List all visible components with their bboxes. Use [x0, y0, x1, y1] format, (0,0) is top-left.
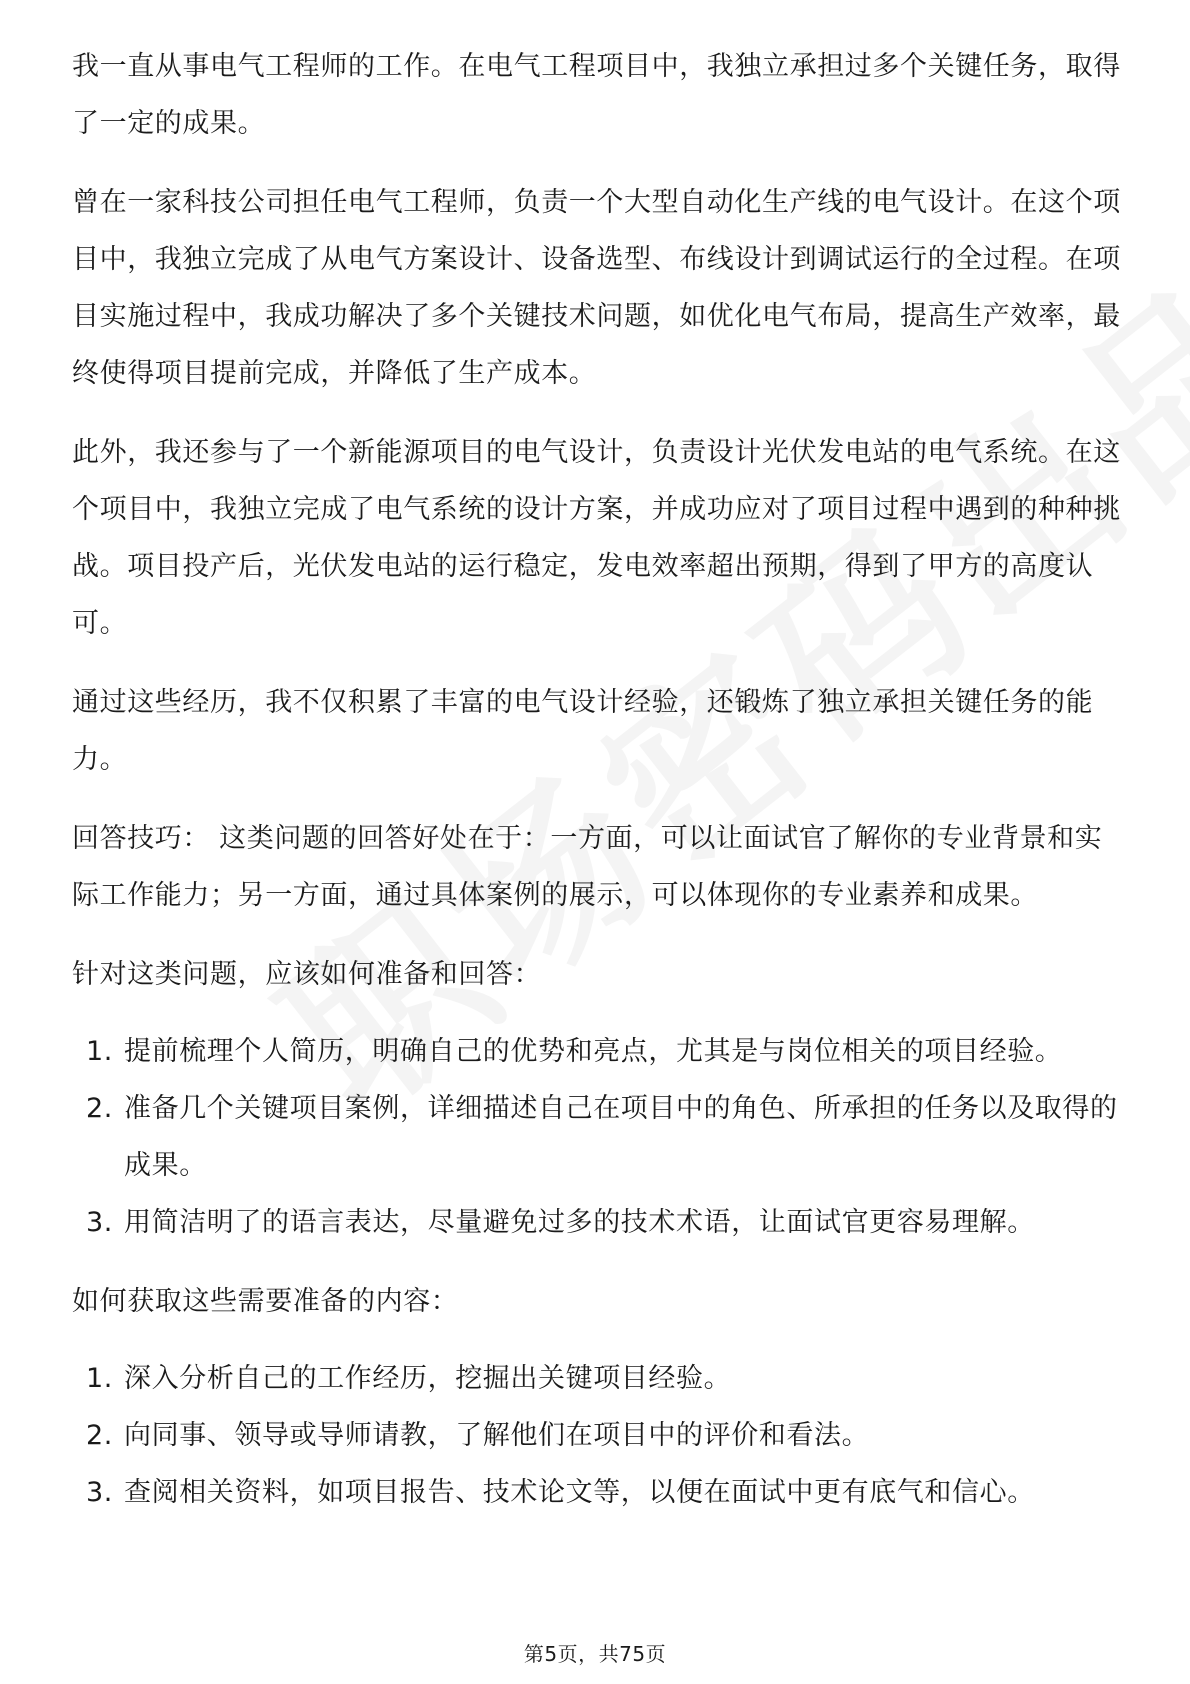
list-number: 2.: [86, 1420, 113, 1451]
list-item: [72, 1464, 1122, 1521]
list-number: 3.: [86, 1477, 113, 1508]
list-item: [72, 1080, 1122, 1194]
obtain-list: [72, 1350, 1122, 1521]
list-item-text: 提前梳理个人简历，明确自己的优势和亮点，尤其是与岗位相关的项目经验。: [124, 1036, 1063, 1067]
list-item-text: 深入分析自己的工作经历，挖掘出关键项目经验。: [124, 1363, 732, 1394]
list-item: [72, 1023, 1122, 1080]
list-item-text: 用简洁明了的语言表达，尽量避免过多的技术术语，让面试官更容易理解。: [124, 1207, 1035, 1238]
prepare-list: [72, 1023, 1122, 1251]
list-item: [72, 1194, 1122, 1251]
list-item-text: 查阅相关资料，如项目报告、技术论文等，以便在面试中更有底气和信心。: [124, 1477, 1035, 1508]
paragraph-intro: 我一直从事电气工程师的工作。在电气工程项目中，我独立承担过多个关键任务，取得了一定的成果。: [72, 51, 1121, 139]
paragraph-solar-project: 此外，我还参与了一个新能源项目的电气设计，负责设计光伏发电站的电气系统。在这个项目中，我独立完成了电气系统的设计方案，并成功应对了项目过程中遇到的种种挑战。项目投产后，光伏发电站的运行稳定，发电效率超出预期，得到了甲方的高度认可。: [72, 437, 1121, 639]
paragraph-automation-project: 曾在一家科技公司担任电气工程师，负责一个大型自动化生产线的电气设计。在这个项目中，我独立完成了从电气方案设计、设备选型、布线设计到调试运行的全过程。在项目实施过程中，我成功解决了多个关键技术问题，如优化电气布局，提高生产效率，最终使得项目提前完成，并降低了生产成本。: [72, 187, 1121, 389]
list-item-text: 向同事、领导或导师请教，了解他们在项目中的评价和看法。: [124, 1420, 870, 1451]
list-number: 3.: [86, 1207, 113, 1238]
list-number: 1.: [86, 1363, 113, 1394]
document-body: [72, 38, 1122, 1543]
list-number: 1.: [86, 1036, 113, 1067]
list-item: [72, 1350, 1122, 1407]
paragraph-answer-tips: 回答技巧： 这类问题的回答好处在于：一方面，可以让面试官了解你的专业背景和实际工作能力；另一方面，通过具体案例的展示，可以体现你的专业素养和成果。: [72, 823, 1103, 911]
page-number: 第5页，共75页: [523, 1642, 667, 1666]
list-item-text: 准备几个关键项目案例，详细描述自己在项目中的角色、所承担的任务以及取得的成果。: [124, 1093, 1118, 1181]
list-item: [72, 1407, 1122, 1464]
paragraph-how-to-obtain: 如何获取这些需要准备的内容：: [72, 1286, 459, 1317]
paragraph-summary: 通过这些经历，我不仅积累了丰富的电气设计经验，还锻炼了独立承担关键任务的能力。: [72, 687, 1094, 775]
list-number: 2.: [86, 1093, 113, 1124]
paragraph-how-to-prepare: 针对这类问题，应该如何准备和回答：: [72, 959, 542, 990]
